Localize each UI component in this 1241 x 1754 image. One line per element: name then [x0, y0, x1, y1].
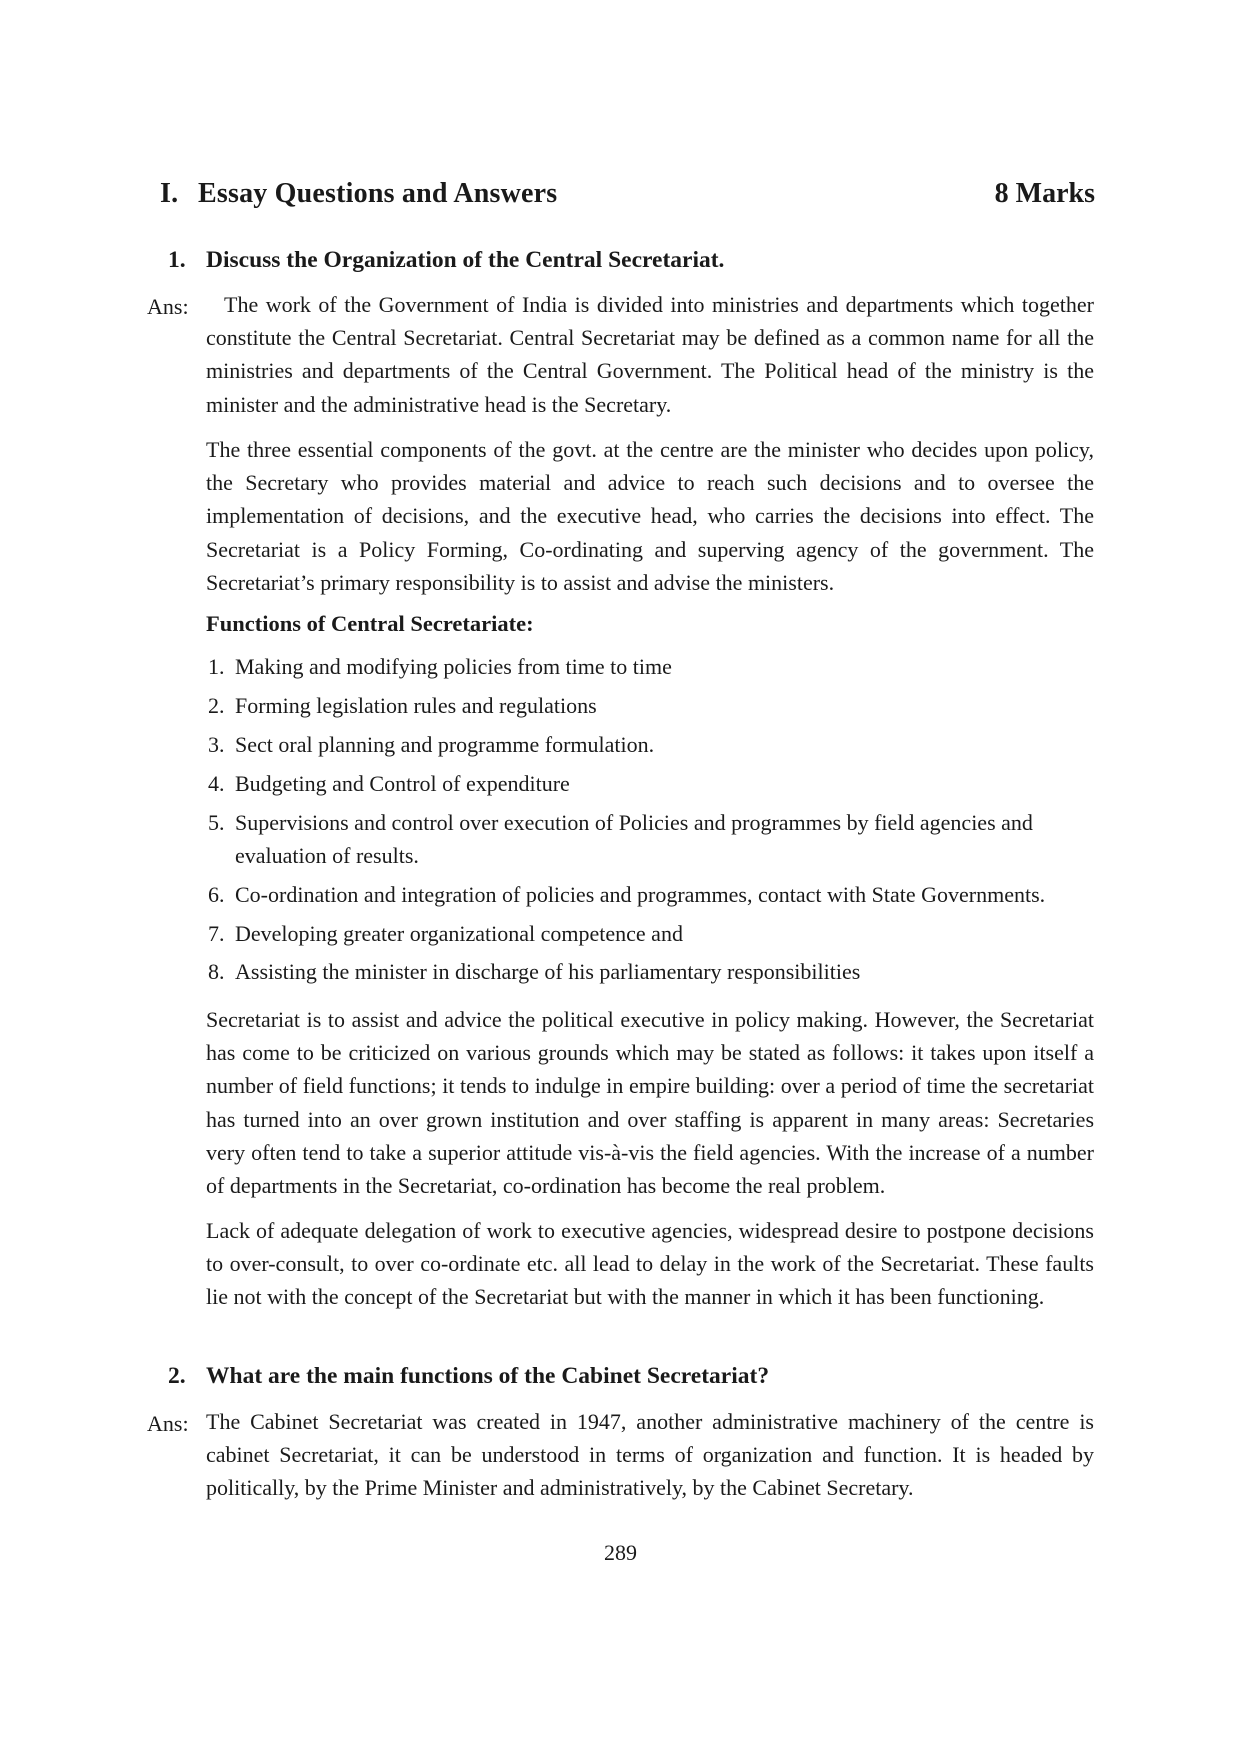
list-item-number: 6.	[208, 881, 225, 907]
list-item-text: Co-ordination and integration of policies and programmes, contact with State Governments.	[235, 881, 1046, 907]
list-item	[206, 955, 1094, 988]
list-item	[206, 767, 1094, 800]
list-item	[206, 650, 1094, 683]
answer-paragraph: The work of the Government of India is divided into ministries and departments which together constitute the Central Secretariat. Central Secretariat may be defined as a common name for all the ministries and departments of the Central Government. The Political head of the ministry is the minister and the administrative head is the Secretary.	[206, 292, 1094, 417]
answer-paragraph: Secretariat is to assist and advice the political executive in policy making. However, the Secretariat has come to be criticized on various grounds which may be stated as follows: it takes upon itself a number of field functions; it tends to indulge in empire building: over a period of time the secretariat has turned into an over grown institution and over staffing is apparent in many areas: Secretaries very often tend to take a superior attitude vis-à-vis the field agencies. With the increase of a number of departments in the Secretariat, co-ordination has become the real problem.	[206, 1007, 1094, 1199]
question-text: Discuss the Organization of the Central Secretariat.	[206, 247, 725, 273]
list-item-text: Assisting the minister in discharge of his parliamentary responsibilities	[235, 959, 861, 985]
page-number: 289	[604, 1540, 637, 1565]
list-item-text: Forming legislation rules and regulations	[235, 692, 597, 718]
list-item-text: Sect oral planning and programme formulation.	[235, 731, 655, 757]
list-item	[206, 917, 1094, 950]
list-item	[206, 728, 1094, 761]
question-2	[168, 1363, 769, 1390]
functions-heading: Functions of Central Secretariate:	[206, 611, 534, 636]
answer-paragraph: The three essential components of the govt. at the centre are the minister who decides upon policy, the Secretary who provides material and advice to reach such decisions and to oversee the implementation of decisions, and the executive head, who carries the decisions into effect. The Secretariat is a Policy Forming, Co-ordinating and superving agency of the government. The Secretariat’s primary responsibility is to assist and advise the ministers.	[206, 437, 1094, 595]
list-item-number: 7.	[208, 920, 225, 946]
answer-label: Ans:	[147, 1411, 189, 1436]
list-item-text: Budgeting and Control of expenditure	[235, 770, 570, 796]
answer-paragraph: Lack of adequate delegation of work to executive agencies, widespread desire to postpone decisions to over-consult, to over co-ordinate etc. all lead to delay in the work of the Secretariat. These faults lie not with the concept of the Secretariat but with the manner in which it has been functioning.	[206, 1218, 1094, 1310]
section-header	[160, 178, 1095, 218]
section-title-block	[160, 178, 557, 210]
section-number: I.	[160, 178, 179, 209]
list-item-text: Supervisions and control over execution of Policies and programmes by field agencies and evaluation of results.	[235, 809, 1033, 868]
list-item-number: 5.	[208, 809, 225, 835]
section-marks: 8 Marks	[994, 178, 1095, 209]
list-item-number: 3.	[208, 731, 225, 757]
answer-paragraph: The Cabinet Secretariat was created in 1947, another administrative machinery of the centre is cabinet Secretariat, it can be understood in terms of organization and function. It is headed by politically, by the Prime Minister and administratively, by the Cabinet Secretary.	[206, 1409, 1094, 1501]
question-number: 1.	[168, 247, 186, 273]
question-1	[168, 247, 724, 274]
list-item-number: 8.	[208, 959, 225, 985]
section-title: Essay Questions and Answers	[198, 178, 558, 209]
list-item-text: Making and modifying policies from time to time	[235, 654, 672, 679]
question-number: 2.	[168, 1363, 186, 1389]
list-item	[206, 878, 1094, 911]
answer-label: Ans:	[147, 294, 189, 319]
functions-list	[206, 650, 1094, 994]
question-text: What are the main functions of the Cabinet Secretariat?	[206, 1363, 770, 1389]
list-item-number: 2.	[208, 692, 225, 718]
list-item-text: Developing greater organizational competence and	[235, 920, 683, 946]
list-item-number: 4.	[208, 770, 225, 796]
list-item-number: 1.	[208, 654, 225, 679]
list-item	[206, 806, 1094, 872]
list-item	[206, 689, 1094, 722]
